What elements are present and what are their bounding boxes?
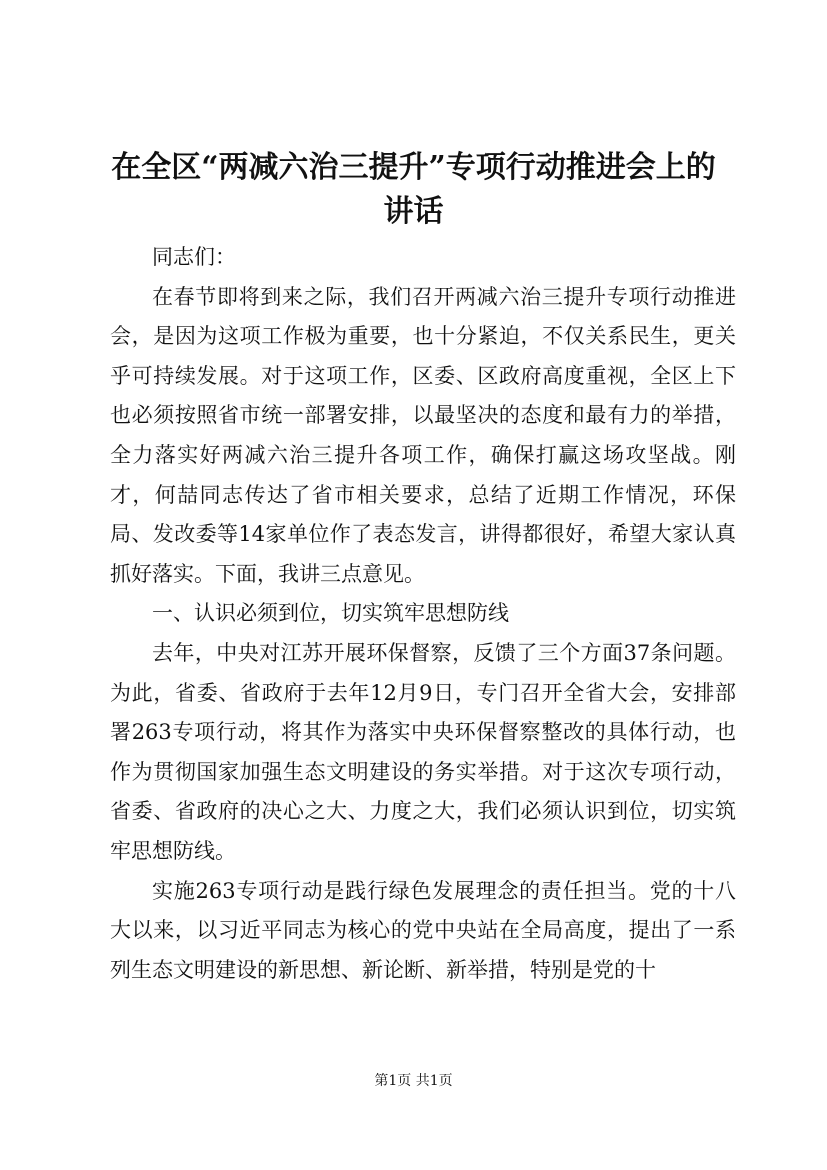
page-footer: 第1页 共1页	[374, 1073, 453, 1089]
document-body	[110, 238, 736, 990]
body-paragraph: 在春节即将到来之际，我们召开两减六治三提升专项行动推进会，是因为这项工作极为重要，也十分紧迫，不仅关系民生，更关乎可持续发展。对于这项工作，区委、区政府高度重视，全区上下也必须按照省市统一部署安排，以最坚决的态度和最有力的举措，全力落实好两减六治三提升各项工作，确保打赢这场攻坚战。刚才，何喆同志传达了省市相关要求，总结了近期工作情况，环保局、发改委等14家单位作了表态发言，讲得都很好，希望大家认真抓好落实。下面，我讲三点意见。	[110, 284, 736, 586]
salutation-paragraph: 同志们：	[152, 245, 236, 269]
document-title: 在全区“两减六治三提升”专项行动推进会上的讲话	[111, 150, 716, 229]
section-heading: 一、认识必须到位，切实筑牢思想防线	[152, 601, 509, 626]
body-paragraph: 去年，中央对江苏开展环保督察，反馈了三个方面37条问题。为此，省委、省政府于去年12月9日，专门召开全省大会，安排部署263专项行动，将其作为落实中央环保督察整改的具体行动，也作为贯彻国家加强生态文明建设的务实举措。对于这次专项行动，省委、省政府的决心之大、力度之大，我们必须认识到位，切实筑牢思想防线。	[110, 640, 736, 863]
body-paragraph: 实施263专项行动是践行绿色发展理念的责任担当。党的十八大以来，以习近平同志为核心的党中央站在全局高度，提出了一系列生态文明建设的新思想、新论断、新举措，特别是党的十	[110, 878, 736, 982]
